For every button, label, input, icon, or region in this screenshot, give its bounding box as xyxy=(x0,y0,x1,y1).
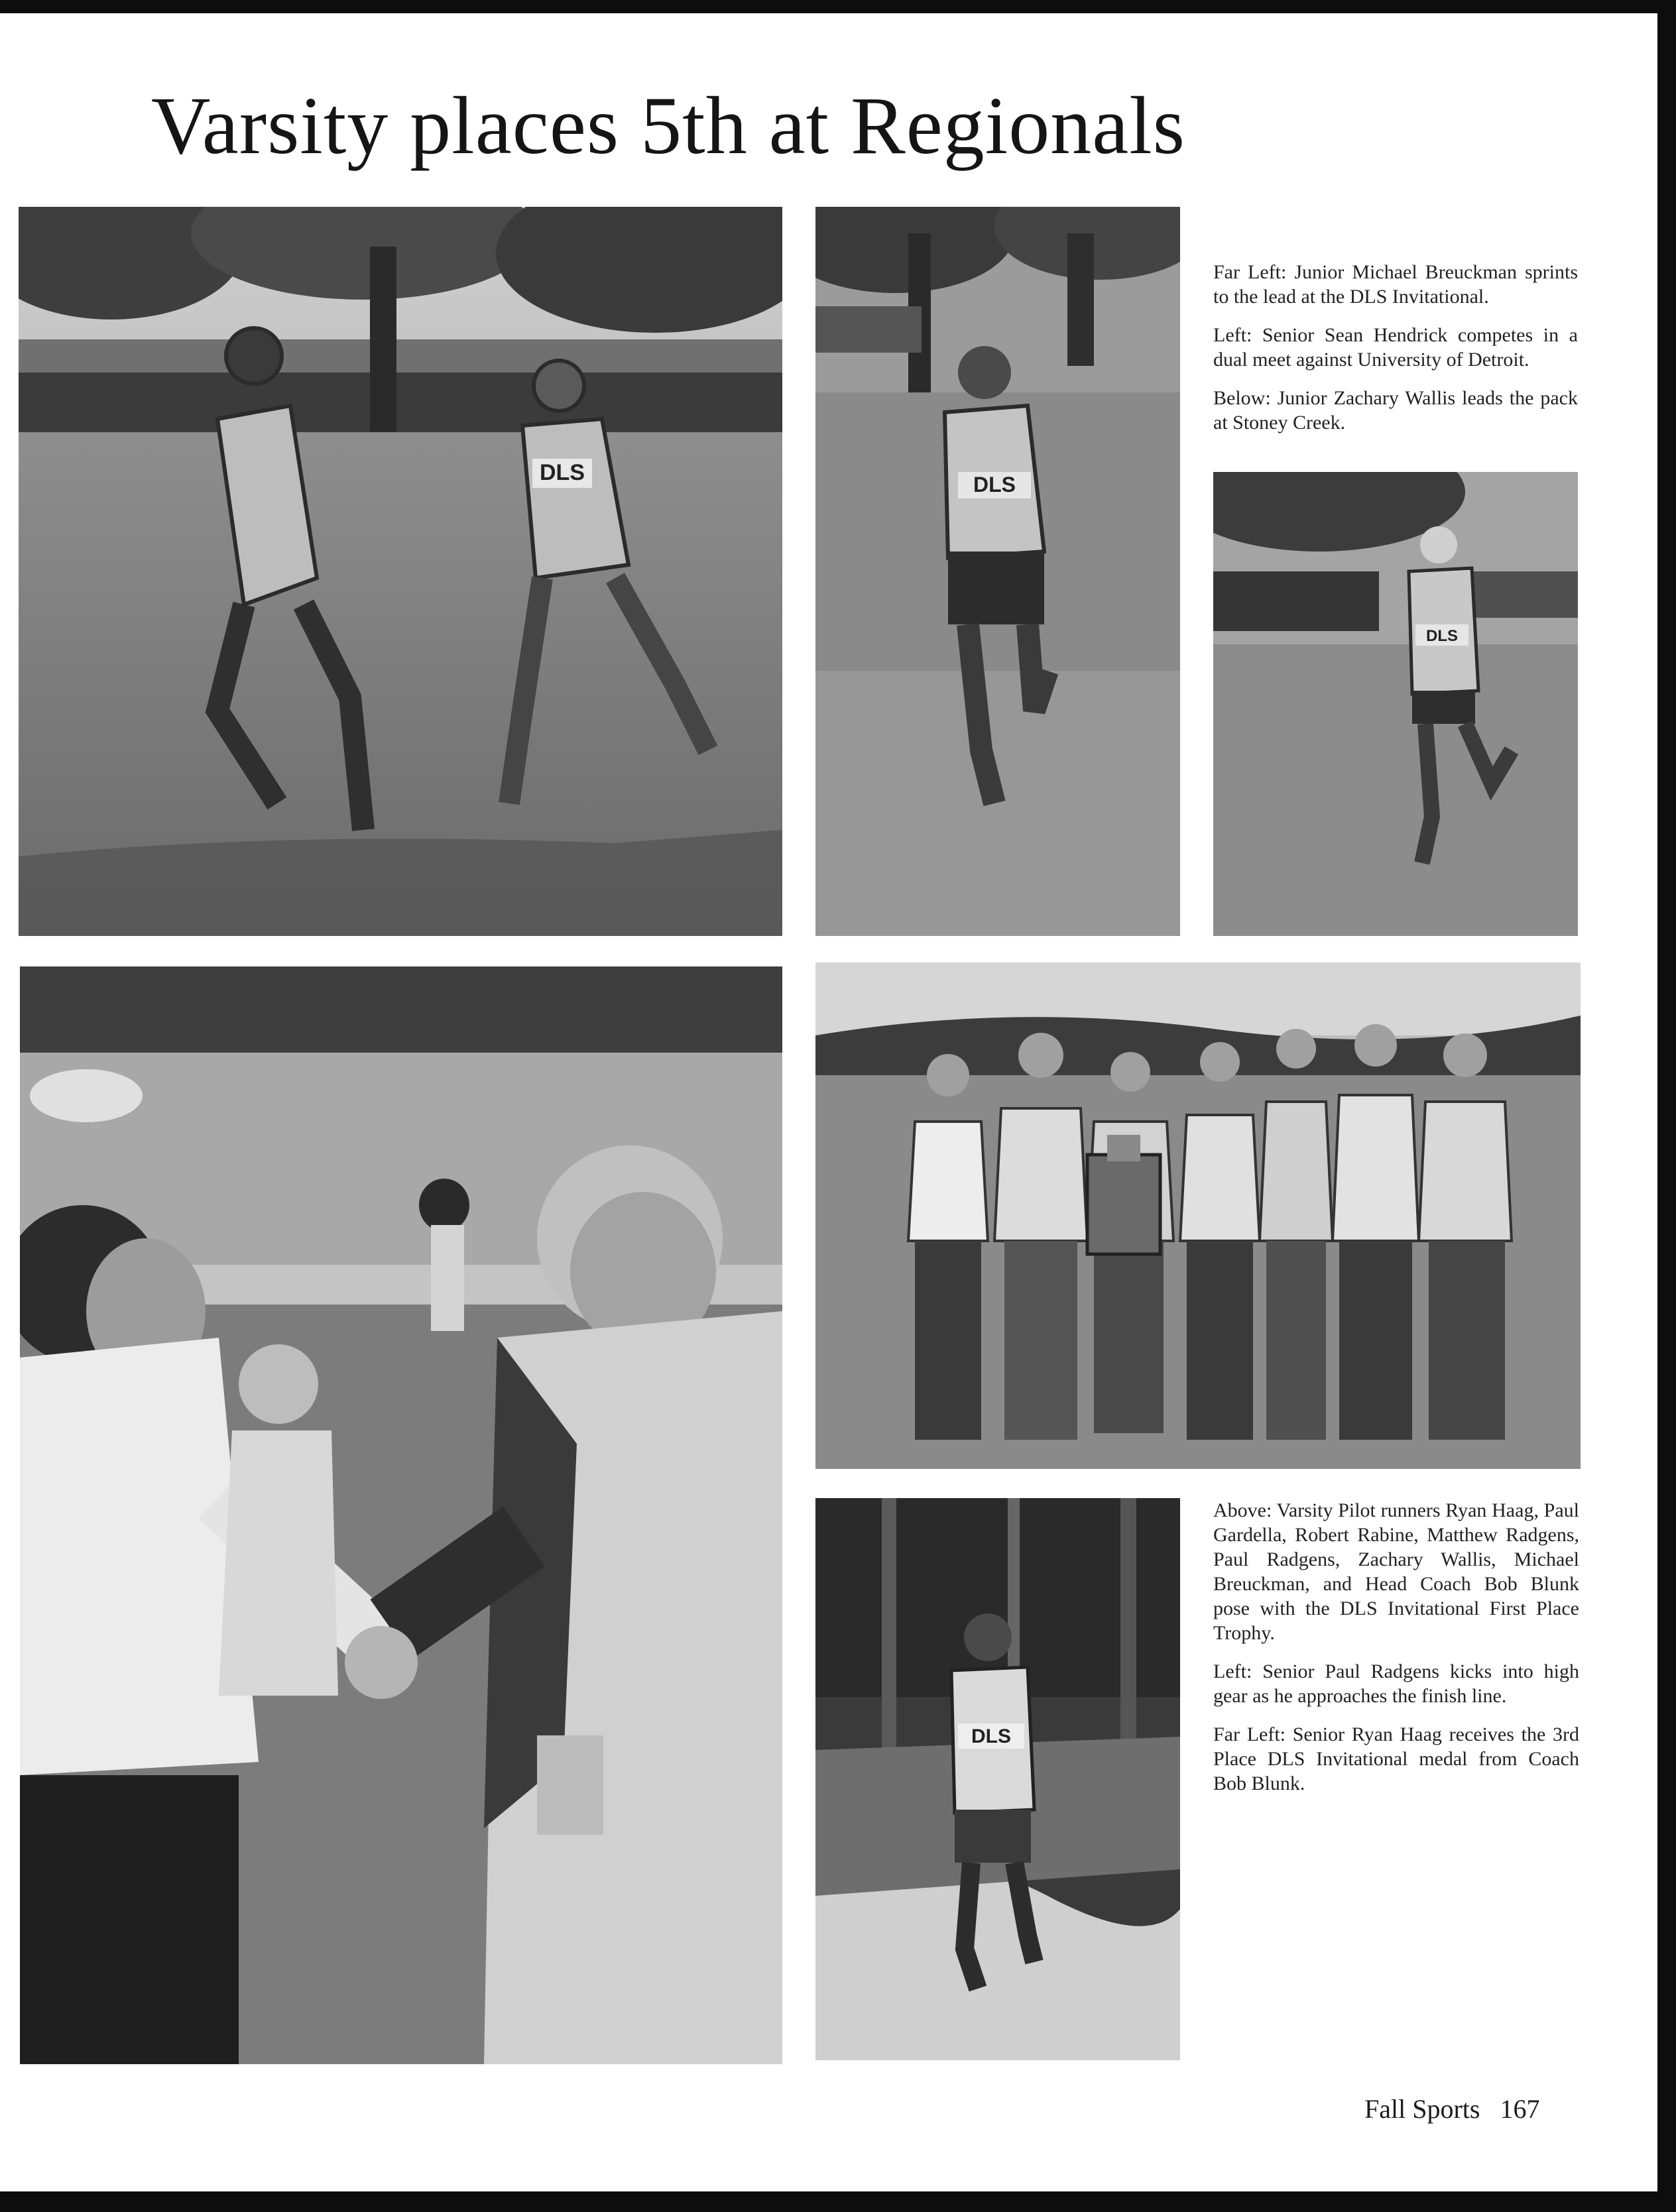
photo-wallis-stoney-creek xyxy=(1213,472,1578,936)
jersey-text: DLS xyxy=(540,460,585,485)
section-name: Fall Sports xyxy=(1364,2094,1480,2124)
caption-below: Below: Junior Zachary Wallis leads the pack at Stoney Creek. xyxy=(1213,387,1578,434)
caption-far-left-haag: Far Left: Senior Ryan Haag receives the 3rd Place DLS Invitational medal from Coach Bob Blunk. xyxy=(1213,1723,1579,1794)
photo-breuckman-sprint xyxy=(19,207,782,936)
jersey-text: DLS xyxy=(1426,627,1458,645)
caption-left: Left: Senior Sean Hendrick competes in a dual meet against University of Detroit. xyxy=(1213,324,1578,371)
page-frame-bottom xyxy=(0,2191,1676,2212)
caption-left-radgens: Left: Senior Paul Radgens kicks into high gear as he approaches the finish line. xyxy=(1213,1660,1579,1707)
page-frame-top xyxy=(0,0,1676,13)
jersey-text: DLS xyxy=(973,473,1016,496)
jersey-text: DLS xyxy=(971,1725,1011,1747)
page-number: 167 xyxy=(1500,2094,1540,2124)
caption-far-left: Far Left: Junior Michael Breuckman sprints to the lead at the DLS Invitational. xyxy=(1213,261,1578,308)
photo-hendrick-dual-meet xyxy=(815,207,1180,936)
photo-team-trophy xyxy=(815,962,1581,1469)
photo-haag-medal xyxy=(20,966,782,2064)
caption-above: Above: Varsity Pilot runners Ryan Haag, Paul Gardella, Robert Rabine, Matthew Radgens, Paul Radgens, Zachary Wallis, Michael Breuckman, and Head Coach Bob Blunk pose with the DLS Invitational First Place Trophy. xyxy=(1213,1499,1579,1644)
page-folio xyxy=(1364,2093,1539,2125)
captions-top xyxy=(1213,260,1578,449)
page-title: Varsity places 5th at Regionals xyxy=(151,80,1185,171)
photo-radgens-finish xyxy=(815,1498,1180,2060)
captions-bottom xyxy=(1213,1498,1579,1810)
page-frame-right xyxy=(1657,0,1676,2212)
